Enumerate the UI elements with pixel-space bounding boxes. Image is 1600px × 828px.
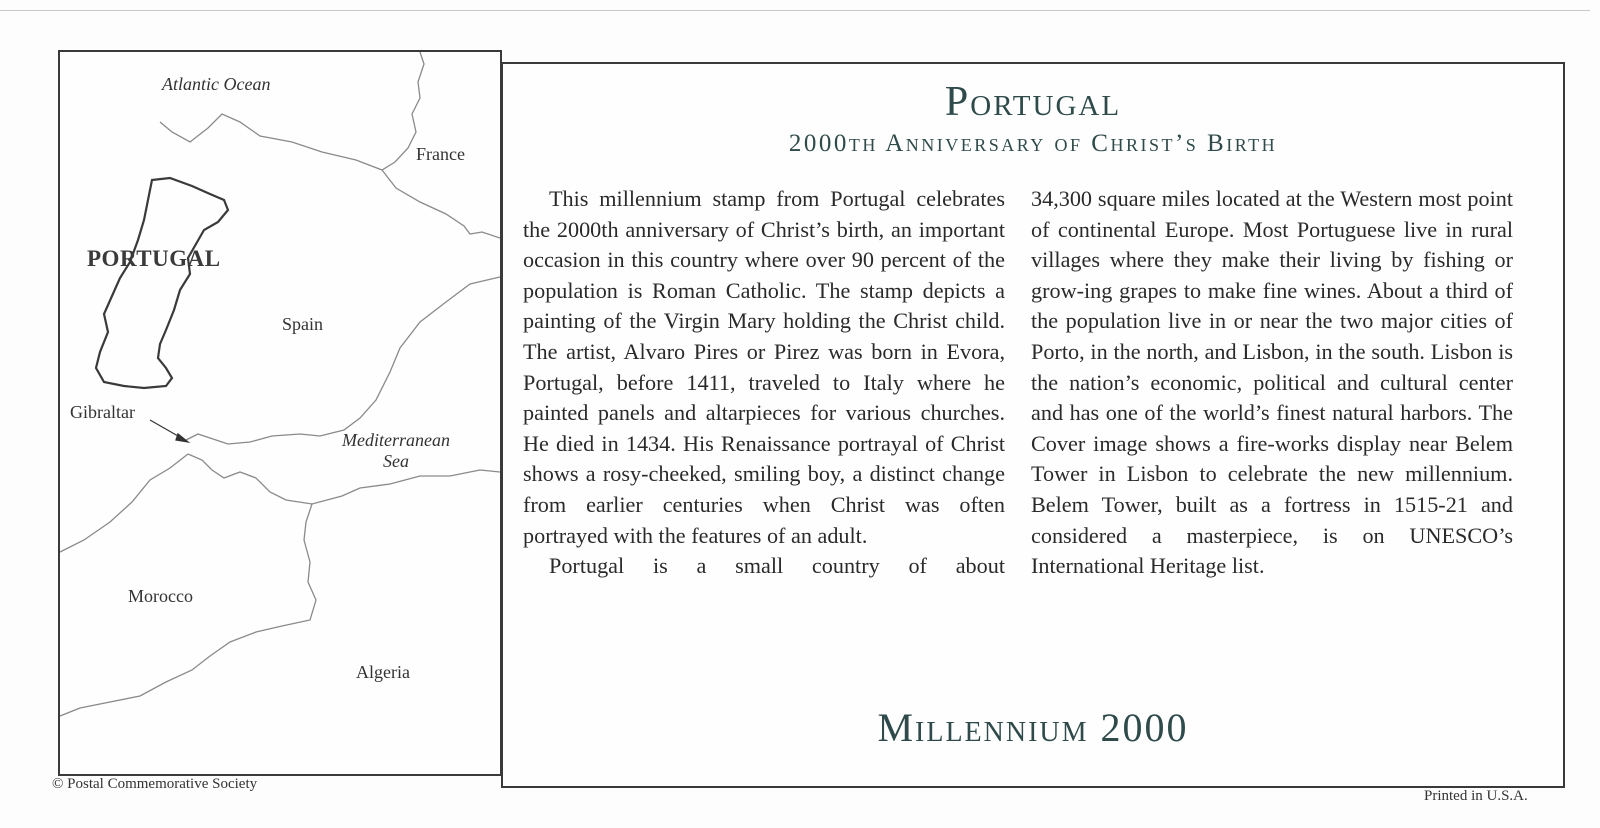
mediterranean-sea-label (342, 430, 450, 472)
france-label: France (416, 144, 465, 164)
mediterranean-line2: Sea (382, 451, 409, 471)
portugal-label: PORTUGAL (87, 246, 221, 271)
pyrenees-border (382, 170, 500, 238)
card-subtitle: 2000th Anniversary of Christ’s Birth (788, 130, 1278, 157)
text-column-left (523, 184, 1005, 582)
card-title: Portugal (944, 79, 1122, 125)
paragraph-2-continued: 34,300 square miles located at the Western most point of continental Europe. Most Portuguese live in rural villages where they make their living by fishing or grow-ing grapes to make fine wines. About a third of the population live in or near the two major cities of Porto, in the north, and Lisbon, in the south. Lisbon is the nation’s economic, political and cultural center and has one of the world’s finest natural harbors. The Cover image shows a fire-works display near Belem Tower in Lisbon to celebrate the new millennium. Belem Tower, built as a fortress in 1515-21 and considered a masterpiece, is on UNESCO’s International Heritage list. (1031, 186, 1513, 579)
paragraph-1: This millennium stamp from Portugal celebrates the 2000th anniversary of Christ’s birth, an important occasion in this country where over 90 percent of the population is Roman Catholic. The stamp depicts a painting of the Virgin Mary holding the Christ child. The artist, Alvaro Pires or Pirez was born in Evora, Portugal, before 1411, traveled to Italy where he painted panels and altarpieces for various churches. He died in 1434. His Renaissance portrayal of Christ shows a rosy-cheeked, smiling boy, a distinct change from earlier centuries when Christ was often portrayed with the features of an adult. (523, 186, 1005, 548)
spain-label: Spain (282, 314, 324, 334)
portugal-outline (96, 178, 228, 388)
mediterranean-line1: Mediterranean (342, 430, 450, 450)
morocco-label: Morocco (128, 586, 193, 606)
paragraph-2-start: Portugal is a small country of about (549, 553, 1005, 579)
millennium-title: Millennium 2000 (877, 705, 1189, 750)
text-column-right (1031, 184, 1513, 582)
gibraltar-label: Gibraltar (70, 402, 135, 422)
algeria-label: Algeria (356, 662, 410, 682)
morocco-algeria-border (60, 504, 316, 716)
copyright-notice: © Postal Commemorative Society (52, 776, 258, 792)
iberia-east-coast (186, 277, 500, 444)
printed-notice: Printed in U.S.A. (1424, 788, 1528, 804)
morocco-atlantic-coast (60, 454, 188, 552)
atlantic-ocean-label: Atlantic Ocean (162, 74, 271, 94)
map-panel (58, 50, 502, 776)
north-coast-line (160, 52, 424, 170)
text-panel (501, 62, 1565, 788)
gibraltar-arrowhead (176, 434, 188, 442)
page-top-edge (0, 0, 1590, 11)
info-card (58, 50, 1564, 785)
